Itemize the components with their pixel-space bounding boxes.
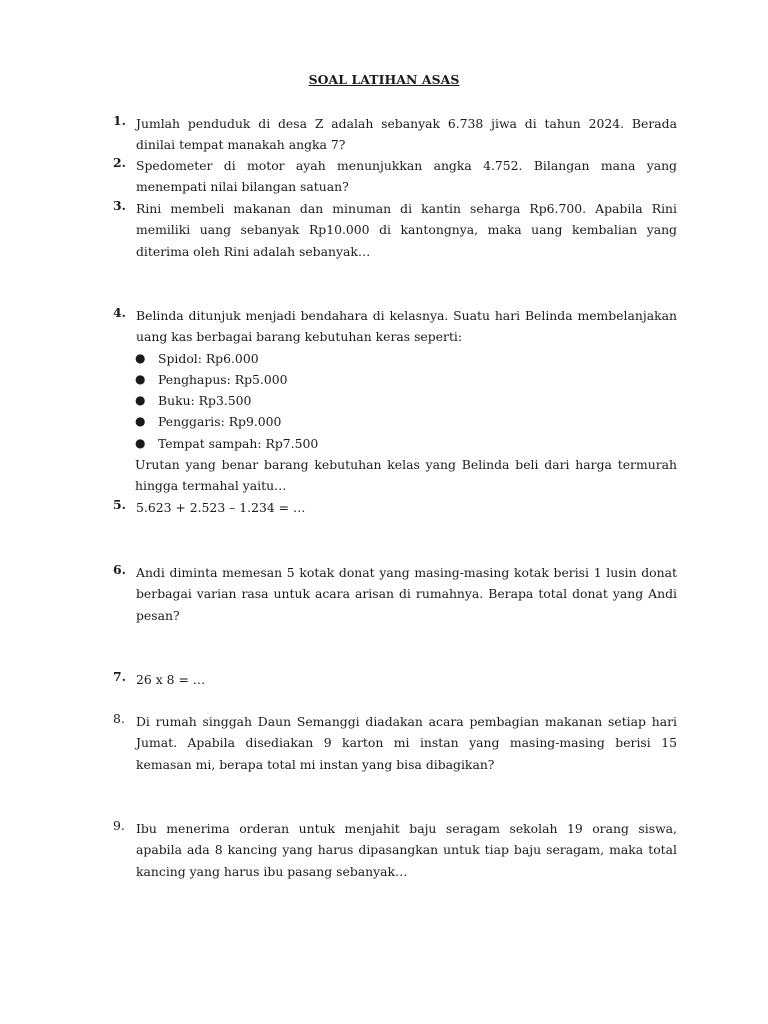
list-item: ● Penghapus: Rp5.000	[135, 369, 677, 390]
question-text-line: Spedometer di motor ayah menunjukkan angka 4.752. Bilangan mana yang	[136, 158, 677, 173]
question-number: 1.	[113, 113, 126, 128]
question-text-line: berbagai varian rasa untuk acara arisan di rumahnya. Berapa total donat yang Andi	[136, 586, 677, 602]
question-number: 7.	[113, 669, 126, 684]
question-text-line: uang kas berbagai barang kebutuhan keras seperti:	[136, 329, 463, 345]
question-number: 8.	[113, 711, 125, 726]
question-text-line: Belinda ditunjuk menjadi bendahara di kelasnya. Suatu hari Belinda membelanjakan	[136, 308, 677, 323]
question-text-line: Urutan yang benar barang kebutuhan kelas yang Belinda beli dari harga termurah	[135, 457, 677, 473]
question-text-line: Ibu menerima orderan untuk menjahit baju seragam sekolah 19 orang siswa,	[136, 821, 677, 836]
item-list	[113, 348, 677, 454]
question-text-line: kancing yang harus ibu pasang sebanyak…	[136, 863, 408, 879]
bullet-icon: ●	[135, 435, 146, 450]
question-4	[113, 305, 677, 497]
question-number: 2.	[113, 155, 126, 170]
question-text-line: 26 x 8 = …	[136, 672, 206, 687]
bullet-icon: ●	[135, 371, 146, 386]
question-text-line: memiliki uang sebanyak Rp10.000 di kantongnya, maka uang kembalian yang	[136, 222, 677, 238]
question-text-line: Rini membeli makanan dan minuman di kantin seharga Rp6.700. Apabila Rini	[136, 201, 677, 216]
question-1	[113, 113, 677, 156]
list-item: ● Tempat sampah: Rp7.500	[135, 433, 677, 454]
question-text-line: Di rumah singgah Daun Semanggi diadakan acara pembagian makanan setiap hari	[136, 714, 677, 729]
question-text-line: dinilai tempat manakah angka 7?	[136, 137, 346, 153]
list-item: ● Spidol: Rp6.000	[135, 348, 677, 369]
question-text-line: Andi diminta memesan 5 kotak donat yang masing-masing kotak berisi 1 lusin donat	[136, 565, 677, 580]
question-5	[113, 497, 677, 518]
question-number: 6.	[113, 562, 126, 577]
question-text-line: Jumat. Apabila disediakan 9 karton mi instan yang masing-masing berisi 15	[136, 735, 677, 751]
question-text-line: menempati nilai bilangan satuan?	[136, 179, 349, 195]
question-number: 5.	[113, 497, 126, 512]
question-text-line: kemasan mi, berapa total mi instan yang bisa dibagikan?	[136, 756, 495, 772]
bullet-icon: ●	[135, 393, 146, 408]
question-8	[113, 711, 677, 775]
question-3	[113, 198, 677, 262]
question-text-line: 5.623 + 2.523 – 1.234 = …	[136, 500, 306, 515]
question-7	[113, 669, 677, 690]
bullet-icon: ●	[135, 350, 146, 365]
question-number: 4.	[113, 305, 126, 320]
list-item: ● Penggaris: Rp9.000	[135, 411, 677, 432]
question-number: 3.	[113, 198, 126, 213]
bullet-icon: ●	[135, 414, 146, 429]
question-2	[113, 155, 677, 198]
question-text-line: hingga termahal yaitu…	[135, 478, 287, 494]
question-text-line: diterima oleh Rini adalah sebanyak…	[136, 243, 371, 259]
question-text-line: apabila ada 8 kancing yang harus dipasangkan untuk tiap baju seragam, maka total	[136, 842, 677, 858]
document-title: SOAL LATIHAN ASAS	[308, 72, 460, 87]
question-number: 9.	[113, 818, 125, 833]
question-9	[113, 818, 677, 882]
question-text-line: Jumlah penduduk di desa Z adalah sebanyak 6.738 jiwa di tahun 2024. Berada	[136, 116, 677, 131]
list-item: ● Buku: Rp3.500	[135, 390, 677, 411]
question-text-line: pesan?	[136, 607, 180, 623]
question-6	[113, 562, 677, 626]
